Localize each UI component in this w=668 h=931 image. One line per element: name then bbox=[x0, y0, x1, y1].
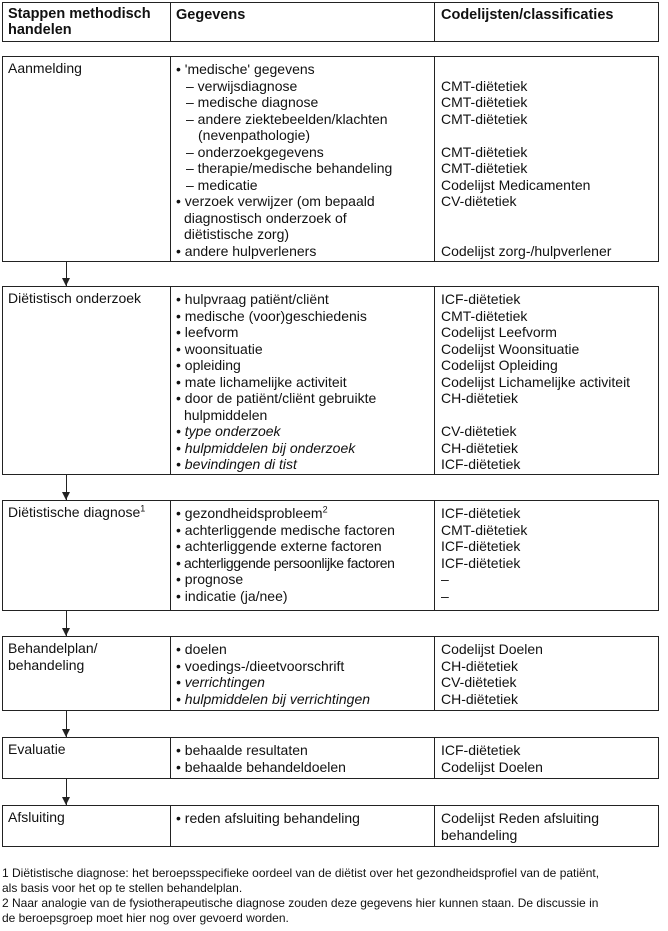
code-line: ICF-diëtetiek bbox=[441, 538, 521, 554]
data-line: • bevindingen di tist bbox=[176, 456, 297, 472]
data-line: diëtistische zorg) bbox=[184, 226, 290, 242]
code-line: CMT-diëtetiek bbox=[441, 307, 528, 324]
step-codes bbox=[434, 57, 658, 261]
header-codes bbox=[434, 3, 658, 41]
code-line: Codelijst Opleiding bbox=[441, 357, 558, 373]
step-codes bbox=[434, 806, 658, 846]
data-line: hulpmiddelen bbox=[184, 406, 268, 423]
footnote-2-line1: 2 Naar analogie van de fysiotherapeutische diagnose zouden deze gegevens hier kunnen staan. De discussie in bbox=[2, 896, 599, 910]
code-line: Codelijst Woonsituatie bbox=[441, 340, 580, 357]
footnote-1-line1: 1 Diëtistische diagnose: het beroepsspecifieke oordeel van de diëtist over het gezondheidsprofiel van de patiënt, bbox=[2, 866, 600, 880]
step-title bbox=[3, 501, 170, 610]
data-line: • woonsituatie bbox=[176, 340, 263, 357]
onderzoek-title: Diëtistisch onderzoek bbox=[8, 290, 142, 306]
data-line: • leefvorm bbox=[176, 324, 239, 340]
code-line: ICF-diëtetiek bbox=[441, 291, 521, 307]
step-data bbox=[170, 287, 434, 474]
code-line: CH-diëtetiek bbox=[441, 390, 519, 406]
code-line: CMT-diëtetiek bbox=[441, 77, 528, 94]
data-line: • mate lichamelijke activiteit bbox=[176, 373, 347, 390]
code-line: CV-diëtetiek bbox=[441, 674, 517, 690]
data-line: • medische (voor)geschiedenis bbox=[176, 307, 367, 324]
data-line: • andere hulpverleners bbox=[176, 242, 317, 259]
step-title bbox=[3, 806, 170, 846]
data-line: (nevenpathologie) bbox=[198, 127, 311, 143]
step-codes bbox=[434, 501, 658, 610]
code-line: CH-diëtetiek bbox=[441, 690, 519, 707]
step-onderzoek bbox=[2, 286, 659, 475]
code-line: CMT-diëtetiek bbox=[441, 94, 528, 110]
code-line: CV-diëtetiek bbox=[441, 423, 517, 439]
code-line: Codelijst Leefvorm bbox=[441, 324, 557, 340]
data-line: – onderzoekgegevens bbox=[186, 143, 324, 160]
data-line: • achterliggende externe factoren bbox=[176, 538, 382, 554]
header-steps bbox=[3, 3, 170, 41]
step-codes bbox=[434, 287, 658, 474]
data-line: • indicatie (ja/nee) bbox=[176, 587, 288, 604]
aanmelding-title: Aanmelding bbox=[8, 60, 82, 76]
step-codes bbox=[434, 637, 658, 710]
data-line: • reden afsluiting behandeling bbox=[176, 810, 360, 826]
header-codes-label: Codelijsten/classificaties bbox=[441, 7, 614, 23]
code-line: ICF-diëtetiek bbox=[441, 742, 521, 758]
data-line: – medische diagnose bbox=[186, 94, 319, 110]
code-line: – bbox=[441, 571, 449, 587]
code-line: ICF-diëtetiek bbox=[441, 456, 521, 472]
code-line: behandeling bbox=[441, 826, 518, 843]
data-line: • prognose bbox=[176, 571, 244, 587]
step-title bbox=[3, 287, 170, 474]
step-data bbox=[170, 57, 434, 261]
step-aanmelding bbox=[2, 56, 659, 262]
header-steps-line2: handelen bbox=[8, 22, 72, 38]
step-diagnose bbox=[2, 500, 659, 611]
code-line: CH-diëtetiek bbox=[441, 439, 519, 456]
code-line: CMT-diëtetiek bbox=[441, 160, 528, 176]
afsluiting-title: Afsluiting bbox=[8, 809, 65, 825]
data-line: • achterliggende medische factoren bbox=[176, 521, 395, 538]
step-data bbox=[170, 637, 434, 710]
code-line: Codelijst Doelen bbox=[441, 758, 543, 775]
data-line: • hulpmiddelen bij onderzoek bbox=[176, 439, 356, 456]
data-line: – therapie/medische behandeling bbox=[186, 160, 393, 176]
data-line: • doelen bbox=[176, 641, 227, 657]
data-line: • type onderzoek bbox=[176, 423, 281, 439]
code-line: Codelijst zorg-/hulpverlener bbox=[441, 242, 612, 259]
code-line: ICF-diëtetiek bbox=[441, 505, 521, 521]
data-line: – verwijsdiagnose bbox=[186, 77, 298, 94]
footnotes bbox=[2, 866, 662, 926]
data-line: • behaalde resultaten bbox=[176, 742, 308, 758]
code-line: CMT-diëtetiek bbox=[441, 143, 528, 160]
behandelplan-title-line2: behandeling bbox=[8, 656, 85, 673]
data-line: • verrichtingen bbox=[176, 674, 265, 690]
step-title bbox=[3, 738, 170, 778]
header-data bbox=[170, 3, 434, 41]
diagnose-title: Diëtistische diagnose$^1$ bbox=[8, 503, 146, 520]
data-line: • gezondheidsprobleem$^2$ bbox=[176, 504, 328, 521]
data-line: • voedings-/dieetvoorschrift bbox=[176, 657, 345, 674]
data-line: • 'medische' gegevens bbox=[176, 61, 315, 77]
code-line: Codelijst Reden afsluiting bbox=[441, 810, 599, 826]
behandelplan-title-line1: Behandelplan/ bbox=[8, 640, 98, 656]
data-line: • behaalde behandeldoelen bbox=[176, 758, 346, 775]
code-line: Codelijst Doelen bbox=[441, 641, 543, 657]
data-line: diagnostisch onderzoek of bbox=[184, 209, 347, 226]
step-data bbox=[170, 501, 434, 610]
code-line: Codelijst Lichamelijke activiteit bbox=[441, 373, 631, 390]
data-line: • opleiding bbox=[176, 357, 241, 373]
data-line: • achterliggende persoonlijke factoren bbox=[176, 554, 395, 571]
step-data bbox=[170, 738, 434, 778]
step-title bbox=[3, 637, 170, 710]
data-line: • hulpvraag patiënt/cliënt bbox=[176, 291, 329, 307]
code-line: CV-diëtetiek bbox=[441, 193, 517, 209]
step-data bbox=[170, 806, 434, 846]
data-line: • verzoek verwijzer (om bepaald bbox=[176, 193, 375, 209]
evaluatie-title: Evaluatie bbox=[8, 741, 66, 757]
step-afsluiting bbox=[2, 805, 659, 847]
code-line: – bbox=[441, 587, 449, 604]
table-header bbox=[2, 2, 659, 42]
data-line: • hulpmiddelen bij verrichtingen bbox=[176, 690, 371, 707]
code-line: Codelijst Medicamenten bbox=[441, 176, 591, 193]
data-line: • door de patiënt/cliënt gebruikte bbox=[176, 390, 377, 406]
step-codes bbox=[434, 738, 658, 778]
code-line: ICF-diëtetiek bbox=[441, 554, 521, 571]
code-line: CMT-diëtetiek bbox=[441, 521, 528, 538]
header-data-label: Gegevens bbox=[176, 7, 246, 23]
code-line: CMT-diëtetiek bbox=[441, 110, 528, 127]
footnote-2-line2: de beroepsgroep moet hier nog over gevoerd worden. bbox=[2, 911, 289, 925]
step-title bbox=[3, 57, 170, 261]
footnote-1-line2: als basis voor het op te stellen behandelplan. bbox=[2, 881, 243, 895]
data-line: – medicatie bbox=[186, 176, 258, 193]
code-line: CH-diëtetiek bbox=[441, 657, 519, 674]
step-behandelplan bbox=[2, 636, 659, 711]
header-steps-line1: Stappen methodisch bbox=[8, 6, 151, 22]
step-evaluatie bbox=[2, 737, 659, 779]
data-line: – andere ziektebeelden/klachten bbox=[186, 110, 388, 127]
